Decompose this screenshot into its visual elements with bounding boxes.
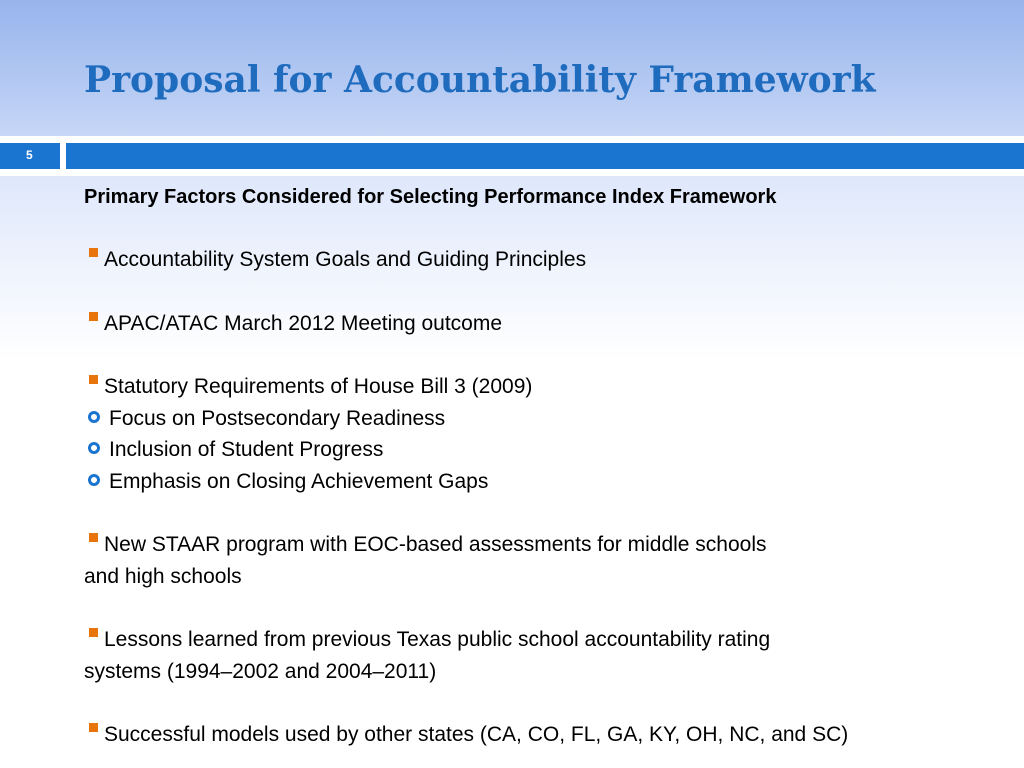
bullet-text: Statutory Requirements of House Bill 3 (2009) xyxy=(104,375,533,398)
sub-bullet-text: Inclusion of Student Progress xyxy=(109,438,384,461)
bullet-item xyxy=(84,529,1004,592)
slide-number: 5 xyxy=(26,148,33,162)
sub-bullet-text: Focus on Postsecondary Readiness xyxy=(109,406,446,430)
bullet-item xyxy=(84,624,1004,687)
bullet-text: Accountability System Goals and Guiding Principles xyxy=(104,248,587,271)
slide-title: Proposal for Accountability Framework xyxy=(84,59,876,101)
bullet-text: Lessons learned from previous Texas public school accountability rating xyxy=(104,628,771,651)
slide-number-box xyxy=(0,143,60,169)
bullet-text: Successful models used by other states (CA, CO, FL, GA, KY, OH, NC, and SC) xyxy=(104,723,849,746)
bullet-item xyxy=(84,719,1004,751)
content-heading: Primary Factors Considered for Selecting Performance Index Framework xyxy=(84,186,777,208)
bullet-text: APAC/ATAC March 2012 Meeting outcome xyxy=(104,311,503,335)
square-bullet-icon xyxy=(89,533,98,542)
ring-bullet-icon xyxy=(88,474,100,486)
bullet-continuation: systems (1994–2002 and 2004–2011) xyxy=(84,659,437,683)
sub-bullet-item xyxy=(84,403,1004,435)
square-bullet-icon xyxy=(89,628,98,637)
square-bullet-icon xyxy=(89,248,98,257)
square-bullet-icon xyxy=(89,312,98,321)
sub-bullet-text: Emphasis on Closing Achievement Gaps xyxy=(109,469,489,493)
ring-bullet-icon xyxy=(88,411,100,423)
bullet-item xyxy=(84,308,1004,340)
square-bullet-icon xyxy=(89,375,98,384)
bullet-item xyxy=(84,244,1004,276)
bullet-item xyxy=(84,371,1004,497)
ring-bullet-icon xyxy=(88,442,100,454)
slide-content xyxy=(84,182,1004,751)
square-bullet-icon xyxy=(89,723,98,732)
bullet-text: New STAAR program with EOC-based assessments for middle schools xyxy=(104,533,767,556)
header-accent-bar xyxy=(66,143,1024,169)
sub-bullet-item xyxy=(84,466,1004,498)
sub-bullet-item xyxy=(84,434,1004,466)
bullet-continuation: and high schools xyxy=(84,564,242,588)
